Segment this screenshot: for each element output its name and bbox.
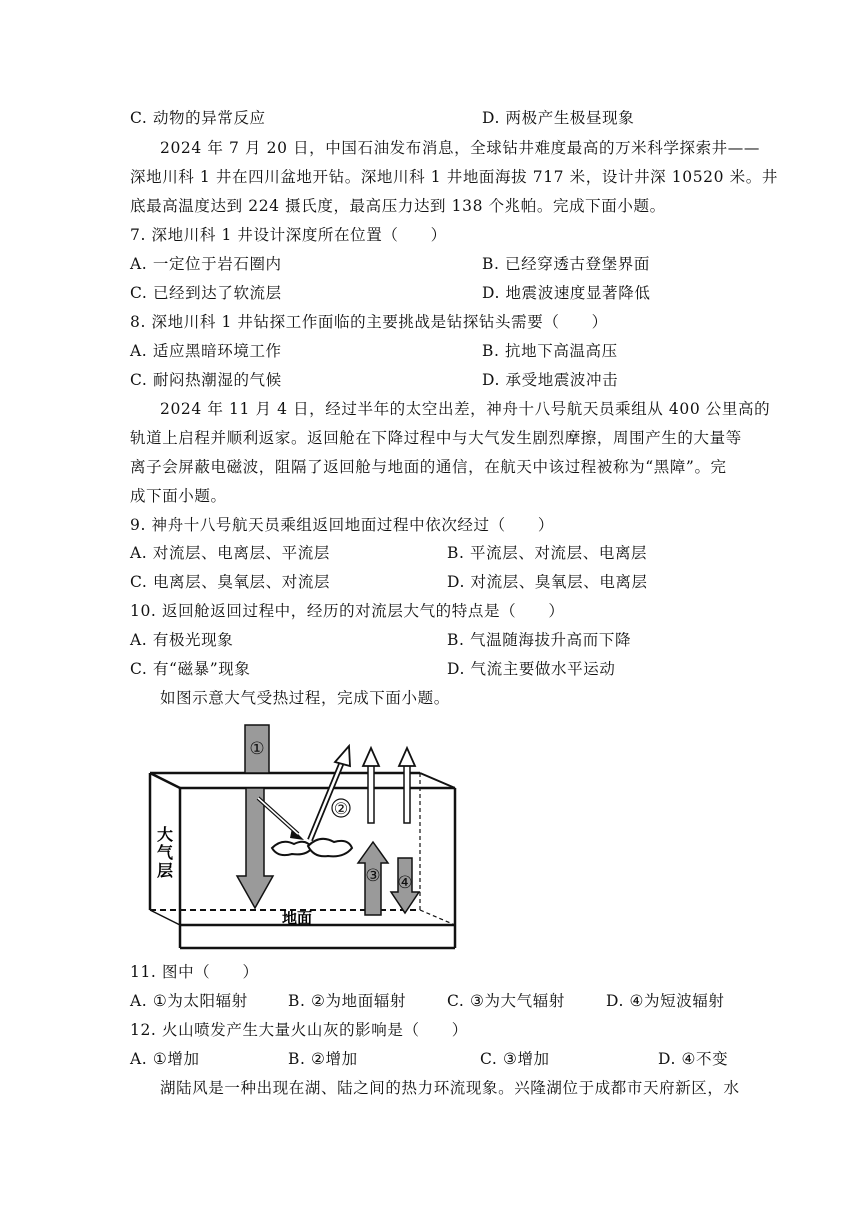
q7-option-c: C. 已经到达了软流层: [130, 284, 282, 302]
q11-option-c: C. ③为大气辐射: [447, 992, 565, 1010]
upward-arrow-1-head: [363, 748, 379, 766]
cloud-left: [272, 842, 312, 855]
q7-option-a: A. 一定位于岩石圈内: [130, 255, 282, 273]
q11-option-b: B. ②为地面辐射: [288, 992, 407, 1010]
passage1-line-1: 2024 年 7 月 20 日，中国石油发布消息，全球钻井难度最高的万米科学探索井——: [160, 139, 760, 157]
passage1-line-3: 底最高温度达到 224 摄氏度，最高压力达到 138 个兆帕。完成下面小题。: [130, 197, 666, 215]
box-top-left-edge: [150, 773, 180, 788]
marker-3: ③: [365, 866, 381, 886]
q12-option-b: B. ②增加: [288, 1050, 358, 1068]
q10-option-b: B. 气温随海拔升高而下降: [447, 631, 632, 649]
marker-1: ①: [249, 739, 265, 759]
q9-stem: 9. 神舟十八号航天员乘组返回地面过程中依次经过（ ）: [130, 516, 555, 534]
q12-option-a: A. ①增加: [130, 1050, 200, 1068]
q11-option-a: A. ①为太阳辐射: [130, 992, 248, 1010]
passage3-line-1: 湖陆风是一种出现在湖、陆之间的热力环流现象。兴隆湖位于成都市天府新区，水: [160, 1079, 740, 1097]
upward-arrow-2-head: [399, 748, 415, 766]
diagram-intro: 如图示意大气受热过程，完成下面小题。: [160, 689, 450, 707]
q8-stem: 8. 深地川科 1 井钻探工作面临的主要挑战是钻探钻头需要（ ）: [130, 313, 608, 331]
q7-option-b: B. 已经穿透古登堡界面: [482, 255, 650, 273]
q7-option-d: D. 地震波速度显著降低: [482, 284, 651, 302]
reflection-arrow-head: [335, 746, 350, 766]
q7-stem: 7. 深地川科 1 井设计深度所在位置（ ）: [130, 226, 447, 244]
q10-stem: 10. 返回舱返回过程中，经历的对流层大气的特点是（ ）: [130, 602, 565, 620]
q12-option-c: C. ③增加: [480, 1050, 550, 1068]
upward-arrow-1-shaft: [368, 765, 374, 823]
q9-option-b: B. 平流层、对流层、电离层: [447, 544, 648, 562]
box-top-right-edge: [420, 773, 455, 788]
passage2-line-4: 成下面小题。: [130, 487, 227, 505]
q8-option-a: A. 适应黑暗环境工作: [130, 342, 282, 360]
q12-option-d: D. ④不变: [658, 1050, 729, 1068]
atmosphere-heating-diagram: [130, 710, 460, 958]
q12-stem: 12. 火山喷发产生大量火山灰的影响是（ ）: [130, 1021, 468, 1039]
cloud-right: [308, 839, 352, 857]
q8-option-b: B. 抗地下高温高压: [482, 342, 618, 360]
q6-option-d: D. 两极产生极昼现象: [482, 109, 635, 127]
passage2-line-3: 离子会屏蔽电磁波，阻隔了返回舱与地面的通信，在航天中该过程被称为“黑障”。完: [130, 458, 727, 476]
upward-arrow-2-shaft: [404, 765, 410, 823]
marker-4: ④: [397, 873, 413, 893]
ground-right-dashed-edge: [420, 910, 455, 925]
ground-label: 地面: [281, 909, 313, 927]
q10-option-a: A. 有极光现象: [130, 631, 234, 649]
q8-option-d: D. 承受地震波冲击: [482, 371, 619, 389]
passage1-line-2: 深地川科 1 井在四川盆地开钻。深地川科 1 井地面海拔 717 米，设计井深 10520 米。井: [130, 168, 778, 186]
q11-stem: 11. 图中（ ）: [130, 963, 259, 981]
box-left-bottom-edge: [150, 910, 180, 925]
atmosphere-label-char-2: 气: [156, 843, 174, 862]
atmosphere-label-char-1: 大: [156, 825, 174, 844]
atmosphere-label-char-3: 层: [156, 861, 174, 880]
q9-option-c: C. 电离层、臭氧层、对流层: [130, 573, 331, 591]
marker-2: ②: [333, 799, 349, 818]
q9-option-a: A. 对流层、电离层、平流层: [130, 544, 330, 562]
passage2-line-2: 轨道上启程并顺利返家。返回舱在下降过程中与大气发生剧烈摩擦，周围产生的大量等: [130, 429, 742, 447]
q10-option-c: C. 有“磁暴”现象: [130, 660, 251, 678]
q10-option-d: D. 气流主要做水平运动: [447, 660, 616, 678]
q11-option-d: D. ④为短波辐射: [606, 992, 725, 1010]
passage2-line-1: 2024 年 11 月 4 日，经过半年的太空出差，神舟十八号航天员乘组从 400 公里高的: [160, 400, 771, 418]
q9-option-d: D. 对流层、臭氧层、电离层: [447, 573, 648, 591]
q8-option-c: C. 耐闷热潮湿的气候: [130, 371, 282, 389]
q6-option-c: C. 动物的异常反应: [130, 109, 266, 127]
